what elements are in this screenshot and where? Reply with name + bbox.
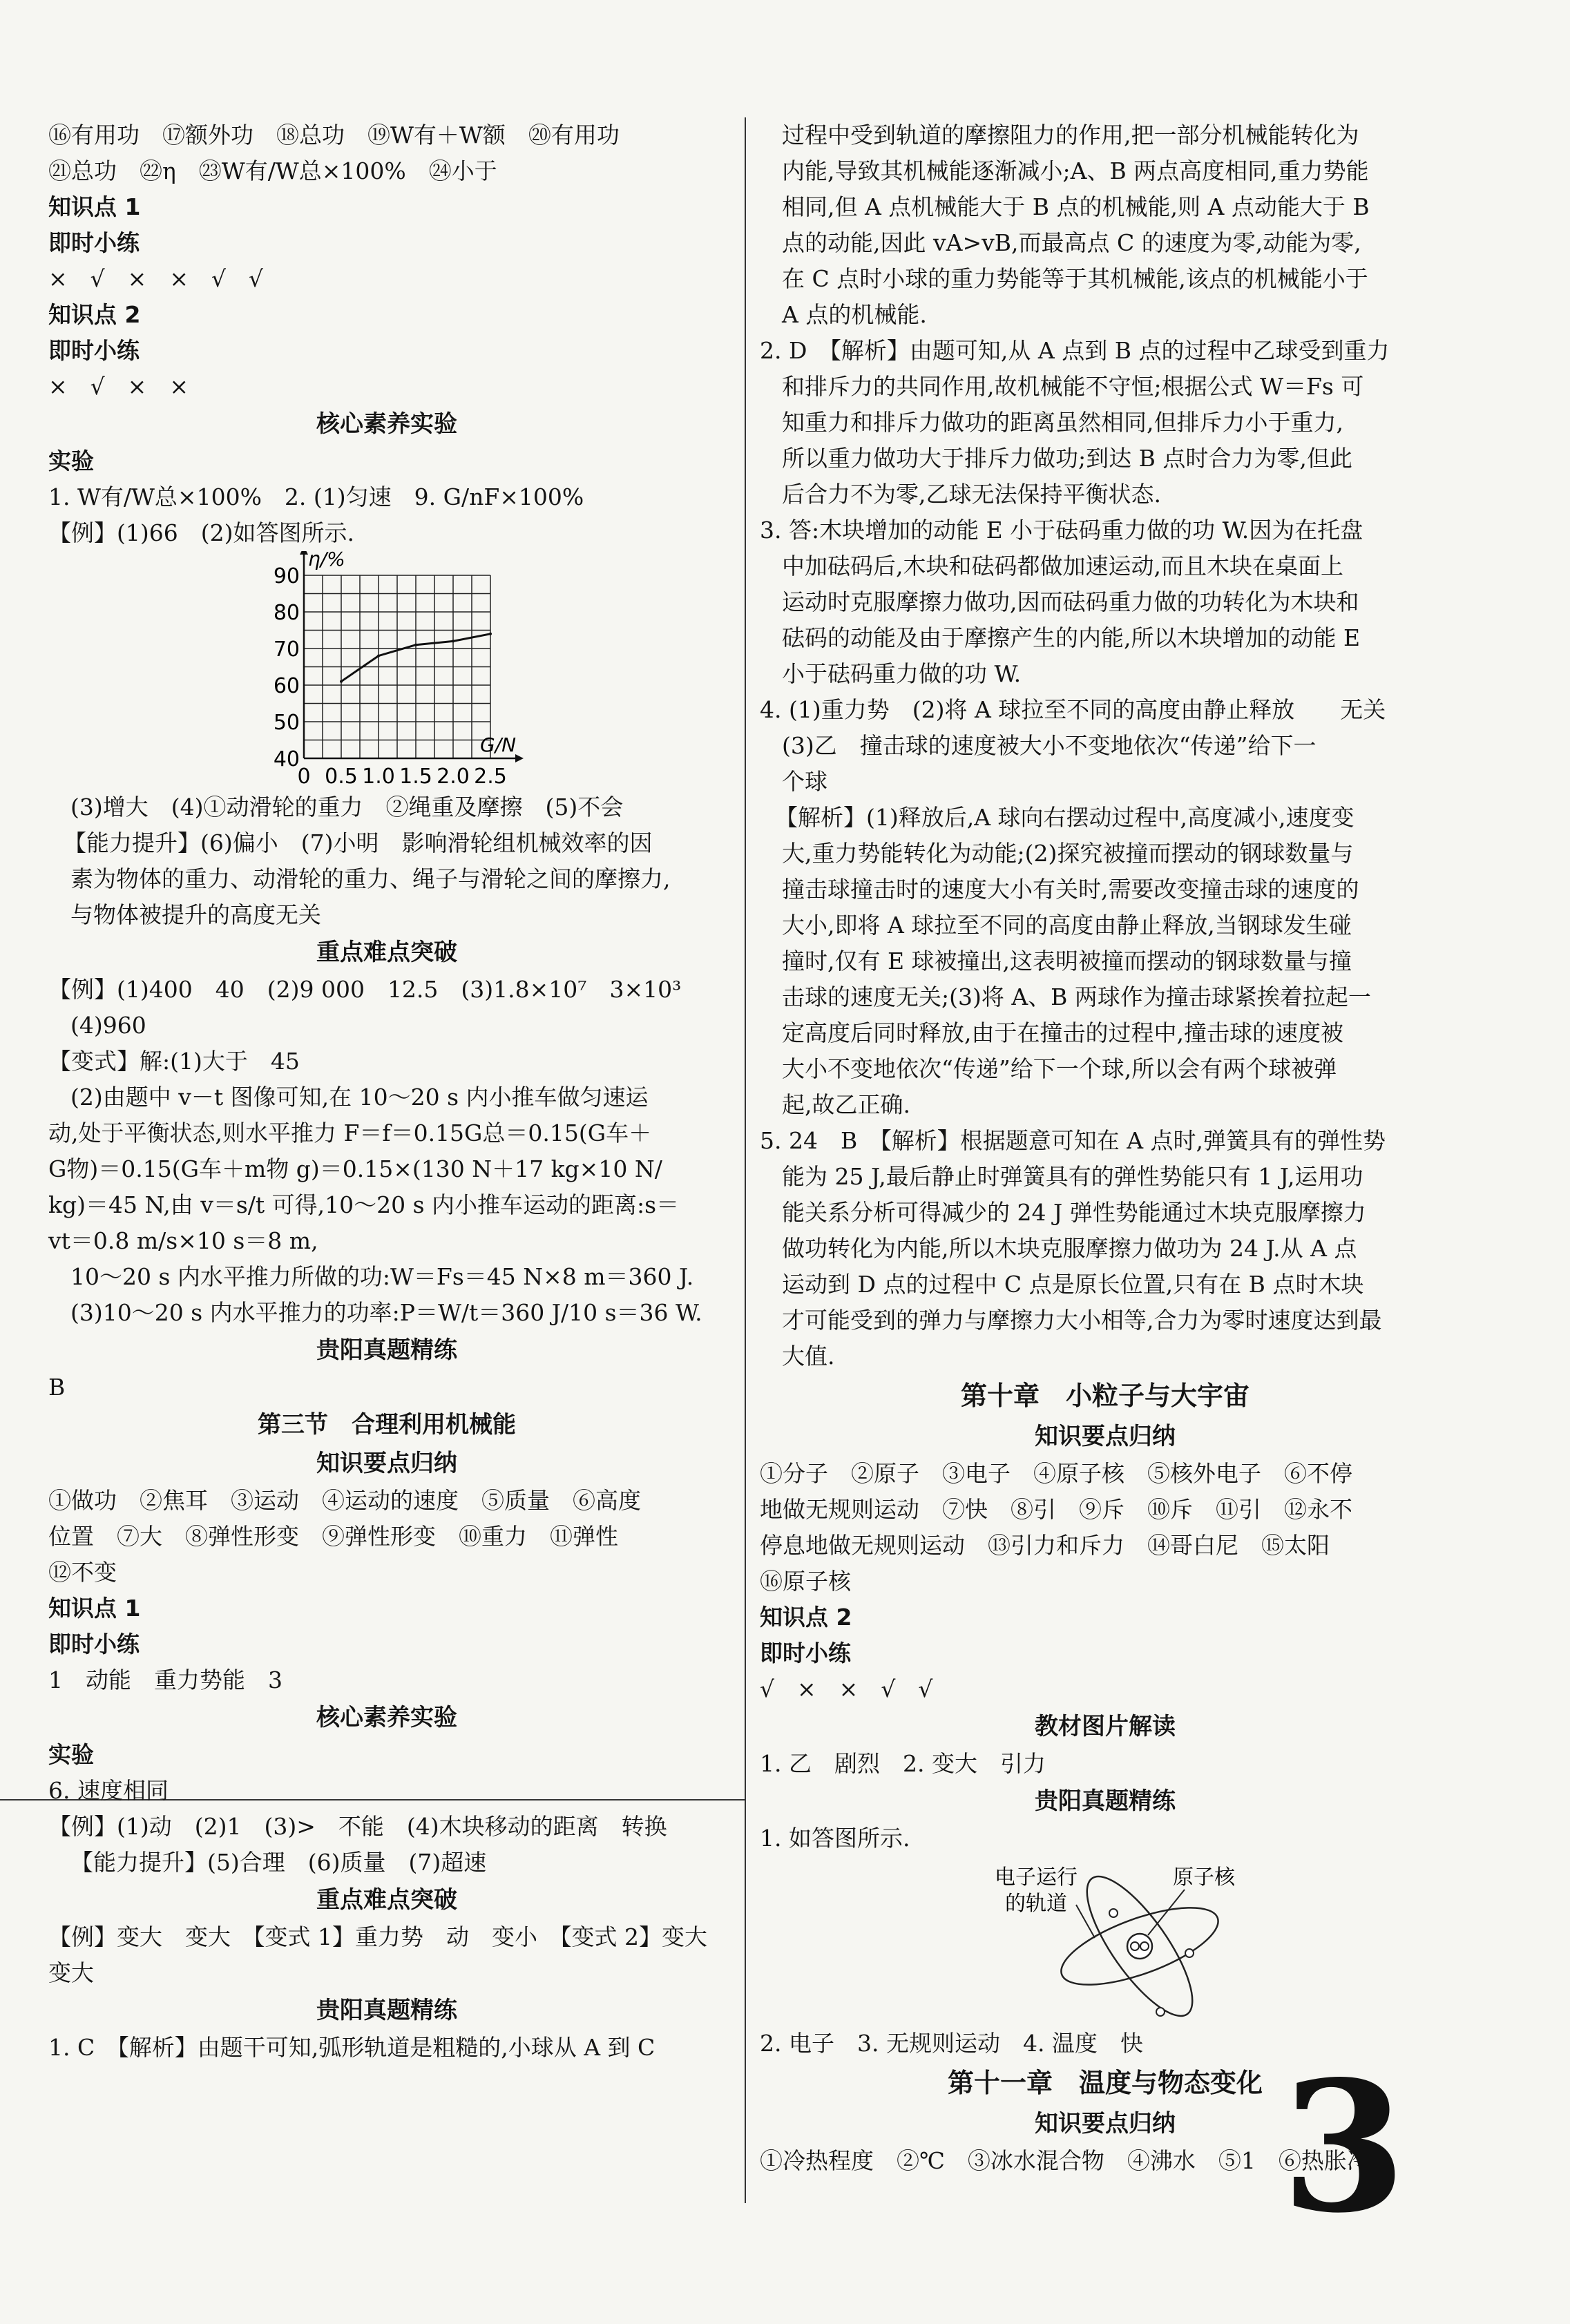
electron-2 xyxy=(1185,1949,1194,1957)
text-line: 知识点 2 xyxy=(48,301,141,328)
left-text-block-2 xyxy=(48,789,725,2066)
text-line: ㉑总功 ㉒η ㉓W有/W总×100% ㉔小于 xyxy=(48,157,497,184)
text-line: 6. 速度相同 xyxy=(48,1777,169,1804)
text-line: 第三节 合理利用机械能 xyxy=(258,1411,516,1439)
orbit-pointer-line xyxy=(1076,1905,1095,1938)
text-line: ①分子 ②原子 ③电子 ④原子核 ⑤核外电子 ⑥不停 xyxy=(760,1460,1352,1487)
page-number: 3 xyxy=(1281,2042,1406,2253)
text-line: 贵阳真题精练 xyxy=(316,1336,457,1364)
data-point xyxy=(489,633,492,635)
column-divider xyxy=(745,117,746,2203)
text-line: (3)乙 撞击球的速度被大小不变地依次“传递”给下一 xyxy=(782,732,1317,759)
text-line: 素为物体的重力、动滑轮的重力、绳子与滑轮之间的摩擦力, xyxy=(70,865,671,892)
text-line: 与物体被提升的高度无关 xyxy=(70,901,321,928)
text-line: 【例】(1)66 (2)如答图所示. xyxy=(48,519,354,546)
text-line: 核心素养实验 xyxy=(316,1704,457,1731)
data-point xyxy=(377,655,380,657)
text-line: 动,处于平衡状态,则水平推力 F＝f＝0.15G总＝0.15(G车＋ xyxy=(48,1120,652,1146)
text-line: 地做无规则运动 ⑦快 ⑧引 ⑨斥 ⑩斥 ⑪引 ⑫永不 xyxy=(760,1496,1352,1523)
text-line: 位置 ⑦大 ⑧弹性形变 ⑨弹性形变 ⑩重力 ⑪弹性 xyxy=(48,1523,618,1550)
text-line: × √ × × xyxy=(48,373,189,400)
text-line: 小于砝码重力做的功 W. xyxy=(782,660,1022,687)
x-tick-label: 2.5 xyxy=(474,765,507,789)
text-line: 知识点 1 xyxy=(48,1595,141,1622)
text-line: 撞时,仅有 E 球被撞出,这表明被撞而摆动的钢球数量与撞 xyxy=(782,948,1352,974)
text-line: 贵阳真题精练 xyxy=(1035,1787,1176,1815)
text-line: 即时小练 xyxy=(48,1631,140,1658)
text-line: B xyxy=(48,1374,66,1401)
text-line: 即时小练 xyxy=(48,229,140,256)
x-tick-label: 2.0 xyxy=(437,765,470,789)
atom-diagram xyxy=(953,1856,1299,2026)
nucleus-label: 原子核 xyxy=(1173,1865,1235,1890)
text-line: 变大 xyxy=(48,1959,94,1986)
text-line: 知识点 1 xyxy=(48,193,141,220)
data-point xyxy=(452,640,454,642)
text-line: vt＝0.8 m/s×10 s＝8 m, xyxy=(48,1227,318,1254)
x-tick-label: 0.5 xyxy=(325,765,358,789)
text-line: 运动到 D 点的过程中 C 点是原长位置,只有在 B 点时木块 xyxy=(782,1271,1364,1298)
text-line: (2)由题中 v－t 图像可知,在 10～20 s 内小推车做匀速运 xyxy=(70,1084,649,1111)
text-line: ⑯原子核 xyxy=(760,1568,851,1595)
text-line: 在 C 点时小球的重力势能等于其机械能,该点的机械能小于 xyxy=(782,265,1368,292)
text-line: ⑯有用功 ⑰额外功 ⑱总功 ⑲W有＋W额 ⑳有用功 xyxy=(48,122,620,148)
text-line: 知识要点归纳 xyxy=(316,1450,457,1477)
text-line: 【例】变大 变大 【变式 1】重力势 动 变小 【变式 2】变大 xyxy=(48,1923,707,1950)
y-tick-label: 70 xyxy=(273,637,300,662)
text-line: 运动时克服摩擦力做功,因而砝码重力做的功转化为木块和 xyxy=(782,588,1359,615)
text-line: 知重力和排斥力做功的距离虽然相同,但排斥力小于重力, xyxy=(782,409,1343,436)
text-line: 大值. xyxy=(782,1343,835,1370)
text-line: ①做功 ②焦耳 ③运动 ④运动的速度 ⑤质量 ⑥高度 xyxy=(48,1487,641,1514)
text-line: 击球的速度无关;(3)将 A、B 两球作为撞击球紧挨着拉起一 xyxy=(782,983,1371,1010)
text-line: 重点难点突破 xyxy=(316,1886,457,1914)
text-line: √ × × √ √ xyxy=(760,1675,933,1702)
text-line: 大,重力势能转化为动能;(2)探究被撞而摆动的钢球数量与 xyxy=(782,840,1354,867)
text-line: 1. W有/W总×100% 2. (1)匀速 9. G/nF×100% xyxy=(48,483,584,510)
text-line: 知识要点归纳 xyxy=(1035,2110,1176,2138)
y-tick-label: 90 xyxy=(273,564,300,588)
text-line: 过程中受到轨道的摩擦阻力的作用,把一部分机械能转化为 xyxy=(782,122,1359,148)
efficiency-chart xyxy=(256,551,546,789)
text-line: ①冷热程度 ②℃ ③冰水混合物 ④沸水 ⑤1 ⑥热胀冷 xyxy=(760,2147,1370,2174)
text-line: × √ × × √ √ xyxy=(48,265,264,292)
text-line: 【例】(1)动 (2)1 (3)> 不能 (4)木块移动的距离 转换 xyxy=(48,1813,667,1840)
text-line: 中加砝码后,木块和砝码都做加速运动,而且木块在桌面上 xyxy=(782,553,1343,579)
text-line: 实验 xyxy=(48,1741,94,1768)
text-line: 第十章 小粒子与大宇宙 xyxy=(960,1381,1250,1411)
text-line: ⑫不变 xyxy=(48,1559,117,1586)
text-line: 【变式】解:(1)大于 45 xyxy=(48,1048,300,1075)
text-line: 撞击球撞击时的速度大小有关时,需要改变撞击球的速度的 xyxy=(782,876,1359,903)
text-line: (3)10～20 s 内水平推力的功率:P＝W/t＝360 J/10 s＝36 W. xyxy=(70,1299,702,1326)
text-line: 内能,导致其机械能逐渐减小;A、B 两点高度相同,重力势能 xyxy=(782,157,1369,184)
data-point xyxy=(340,680,343,683)
text-line: 做功转化为内能,所以木块克服摩擦力做功为 24 J.从 A 点 xyxy=(782,1235,1357,1262)
text-line: 1 动能 重力势能 3 xyxy=(48,1667,283,1693)
y-tick-label: 60 xyxy=(273,674,300,698)
text-line: 即时小练 xyxy=(48,337,140,364)
data-point xyxy=(414,644,417,646)
text-line: 所以重力做功大于排斥力做功;到达 B 点时合力为零,但此 xyxy=(782,445,1352,472)
text-line: 10～20 s 内水平推力所做的功:W＝Fs＝45 N×8 m＝360 J. xyxy=(70,1263,694,1290)
left-column xyxy=(48,117,725,2066)
x-tick-label: 0 xyxy=(297,765,311,789)
text-line: (4)960 xyxy=(70,1012,146,1039)
y-tick-label: 80 xyxy=(273,601,300,625)
left-text-block-1 xyxy=(48,117,725,551)
text-line: 停息地做无规则运动 ⑬引力和斥力 ⑭哥白尼 ⑮太阳 xyxy=(760,1532,1330,1559)
text-line: 4. (1)重力势 (2)将 A 球拉至不同的高度由静止释放 无关 xyxy=(760,696,1386,723)
text-line: 能关系分析可得减少的 24 J 弹性势能通过木块克服摩擦力 xyxy=(782,1199,1366,1226)
text-line: 大小,即将 A 球拉至不同的高度由静止释放,当钢球发生碰 xyxy=(782,912,1352,939)
x-axis-arrow xyxy=(515,754,524,762)
text-line: 3. 答:木块增加的动能 E 小于砝码重力做的功 W.因为在托盘 xyxy=(760,517,1363,544)
x-tick-label: 1.5 xyxy=(399,765,432,789)
text-line: G物)＝0.15(G车＋m物 g)＝0.15×(130 N＋17 kg×10 N/ xyxy=(48,1155,662,1182)
text-line: 教材图片解读 xyxy=(1035,1713,1176,1740)
text-line: 1. 如答图所示. xyxy=(760,1825,910,1852)
orbit-label-line2: 的轨道 xyxy=(1005,1892,1067,1916)
text-line: 能为 25 J,最后静止时弹簧具有的弹性势能只有 1 J,运用功 xyxy=(782,1163,1363,1190)
text-line: 2. D 【解析】由题可知,从 A 点到 B 点的过程中乙球受到重力 xyxy=(760,337,1390,364)
text-line: 即时小练 xyxy=(760,1640,851,1667)
text-line: 1. C 【解析】由题干可知,弧形轨道是粗糙的,小球从 A 到 C xyxy=(48,2034,655,2061)
text-line: 【能力提升】(5)合理 (6)质量 (7)超速 xyxy=(70,1849,487,1876)
y-tick-label: 50 xyxy=(273,711,300,735)
y-tick-label: 40 xyxy=(273,747,300,771)
right-text-block-1 xyxy=(760,117,1451,1856)
text-line: 【例】(1)400 40 (2)9 000 12.5 (3)1.8×10⁷ 3×10³ xyxy=(48,976,682,1003)
text-line: (3)增大 (4)①动滑轮的重力 ②绳重及摩擦 (5)不会 xyxy=(70,794,624,820)
text-line: 2. 电子 3. 无规则运动 4. 温度 快 xyxy=(760,2030,1143,2057)
text-line: 砝码的动能及由于摩擦产生的内能,所以木块增加的动能 E xyxy=(782,624,1361,651)
text-line: kg)＝45 N,由 v＝s/t 可得,10～20 s 内小推车运动的距离:s＝ xyxy=(48,1191,680,1218)
y-axis-arrow xyxy=(300,551,308,555)
text-line: 大小不变地依次“传递”给下一个球,所以会有两个球被弹 xyxy=(782,1055,1337,1082)
text-line: 第十一章 温度与物态变化 xyxy=(947,2068,1263,2098)
text-line: A 点的机械能. xyxy=(782,301,927,328)
x-axis-label: G/N xyxy=(480,733,517,756)
text-line: 1. 乙 剧烈 2. 变大 引力 xyxy=(760,1750,1046,1777)
text-line: 后合力不为零,乙球无法保持平衡状态. xyxy=(782,481,1161,508)
text-line: 重点难点突破 xyxy=(316,939,457,966)
x-tick-label: 1.0 xyxy=(362,765,395,789)
electron-1 xyxy=(1109,1909,1118,1917)
text-line: 知识点 2 xyxy=(760,1604,852,1631)
text-line: 定高度后同时释放,由于在撞击的过程中,撞击球的速度被 xyxy=(782,1019,1343,1046)
text-line: 才可能受到的弹力与摩擦力大小相等,合力为零时速度达到最 xyxy=(782,1307,1382,1334)
right-column xyxy=(760,117,1451,2179)
electron-3 xyxy=(1156,2008,1165,2016)
text-line: 起,故乙正确. xyxy=(782,1091,910,1118)
text-line: 贵阳真题精练 xyxy=(316,1997,457,2024)
text-line: 点的动能,因此 vA>vB,而最高点 C 的速度为零,动能为零, xyxy=(782,229,1361,256)
text-line: 实验 xyxy=(48,448,94,474)
text-line: 【能力提升】(6)偏小 (7)小明 影响滑轮组机械效率的因 xyxy=(64,829,653,856)
orbit-label-line1: 电子运行 xyxy=(995,1865,1078,1890)
y-axis-label: η/% xyxy=(308,551,345,570)
text-line: 个球 xyxy=(782,768,827,795)
text-line: 相同,但 A 点机械能大于 B 点的机械能,则 A 点动能大于 B xyxy=(782,193,1370,220)
text-line: 和排斥力的共同作用,故机械能不守恒;根据公式 W＝Fs 可 xyxy=(782,373,1364,400)
text-line: 知识要点归纳 xyxy=(1035,1423,1176,1450)
text-line: 5. 24 B 【解析】根据题意可知在 A 点时,弹簧具有的弹性势 xyxy=(760,1127,1386,1154)
text-line: 核心素养实验 xyxy=(316,410,457,438)
text-line: 【解析】(1)释放后,A 球向右摆动过程中,高度减小,速度变 xyxy=(775,804,1354,831)
